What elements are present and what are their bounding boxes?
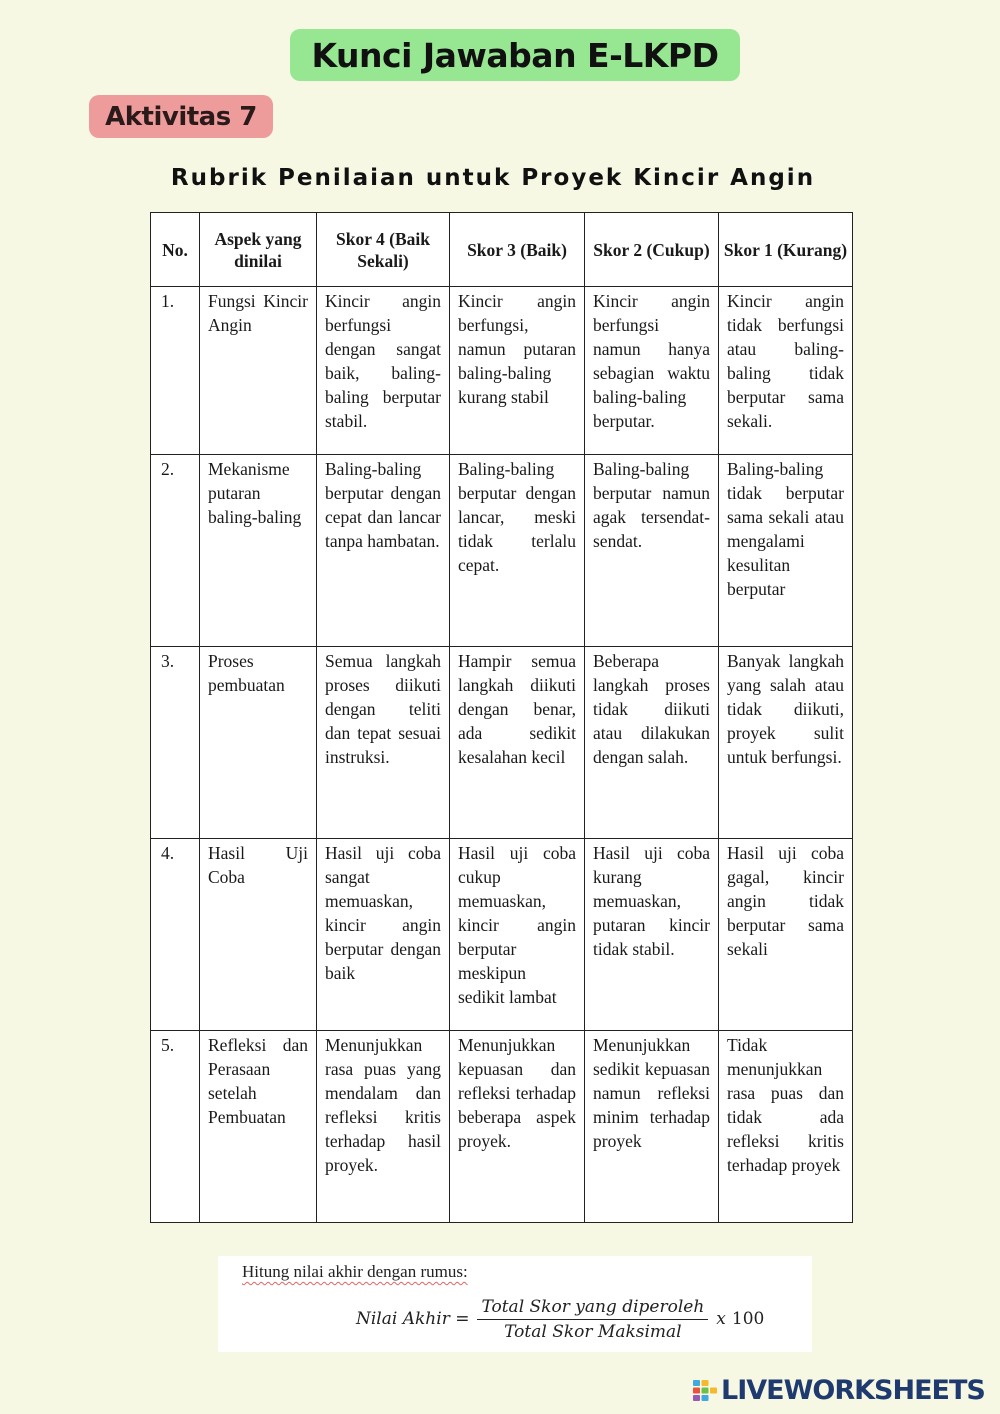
skor4-cell: Semua langkah proses diikuti dengan teliti dan tepat sesuai instruksi. [317,647,450,839]
column-header-aspect: Aspek yang dinilai [200,213,317,287]
skor1-cell: Banyak langkah yang salah atau tidak diikuti, proyek sulit untuk berfungsi. [719,647,853,839]
skor3-cell: Hampir semua langkah diikuti dengan benar, ada sedikit kesalahan kecil [450,647,585,839]
formula-denominator: Total Skor Maksimal [504,1321,682,1342]
skor3-cell: Hasil uji coba cukup memuaskan, kincir angin berputar meskipun sedikit lambat [450,839,585,1031]
formula-equation [356,1294,764,1344]
column-header-no: No. [151,213,200,287]
row-number: 4. [151,839,200,1031]
formula-fraction [477,1297,708,1342]
formula-factor: 100 [731,1309,765,1329]
column-header-skor4: Skor 4 (Baik Sekali) [317,213,450,287]
skor3-cell: Baling-baling berputar dengan lancar, meski tidak terlalu cepat. [450,455,585,647]
table-row [151,647,853,839]
page-title: Kunci Jawaban E-LKPD [290,29,740,81]
aspect-cell: Refleksi dan Perasaan setelah Pembuatan [200,1031,317,1223]
aspect-cell: Hasil Uji Coba [200,839,317,1031]
formula-numerator: Total Skor yang diperoleh [477,1297,708,1320]
table-header-row [151,213,853,287]
skor4-cell: Hasil uji coba sangat memuaskan, kincir angin berputar dengan baik [317,839,450,1031]
table-row [151,839,853,1031]
column-header-skor1: Skor 1 (Kurang) [719,213,853,287]
aspect-cell: Fungsi Kincir Angin [200,287,317,455]
formula-intro: Hitung nilai akhir dengan rumus: [242,1262,468,1281]
liveworksheets-logo-icon [692,1378,718,1402]
formula-box [218,1256,812,1352]
aspect-cell: Mekanisme putaran baling-baling [200,455,317,647]
formula-multiplier: x [716,1309,726,1329]
table-row [151,1031,853,1223]
table-row [151,287,853,455]
table-row [151,455,853,647]
skor3-cell: Kincir angin berfungsi, namun putaran baling-baling kurang stabil [450,287,585,455]
skor2-cell: Hasil uji coba kurang memuaskan, putaran kincir tidak stabil. [585,839,719,1031]
row-number: 5. [151,1031,200,1223]
row-number: 3. [151,647,200,839]
skor4-cell: Baling-baling berputar dengan cepat dan lancar tanpa hambatan. [317,455,450,647]
rubric-title: Rubrik Penilaian untuk Proyek Kincir Angin [170,165,816,191]
skor2-cell: Kincir angin berfungsi namun hanya sebagian waktu baling-baling berputar. [585,287,719,455]
skor1-cell: Tidak menunjukkan rasa puas dan tidak ada refleksi kritis terhadap proyek [719,1031,853,1223]
rubric-table-container [150,212,852,1222]
column-header-skor3: Skor 3 (Baik) [450,213,585,287]
skor1-cell: Hasil uji coba gagal, kincir angin tidak berputar sama sekali [719,839,853,1031]
column-header-skor2: Skor 2 (Cukup) [585,213,719,287]
skor4-cell: Menunjukkan rasa puas yang mendalam dan refleksi kritis terhadap hasil proyek. [317,1031,450,1223]
liveworksheets-brand[interactable] [692,1373,985,1407]
skor4-cell: Kincir angin berfungsi dengan sangat baik, baling-baling berputar stabil. [317,287,450,455]
activity-badge: Aktivitas 7 [89,95,273,138]
skor2-cell: Baling-baling berputar namun agak tersendat-sendat. [585,455,719,647]
skor2-cell: Beberapa langkah proses tidak diikuti atau dilakukan dengan salah. [585,647,719,839]
row-number: 1. [151,287,200,455]
skor3-cell: Menunjukkan kepuasan dan refleksi terhadap beberapa aspek proyek. [450,1031,585,1223]
skor1-cell: Baling-baling tidak berputar sama sekali atau mengalami kesulitan berputar [719,455,853,647]
aspect-cell: Proses pembuatan [200,647,317,839]
brand-name: LIVEWORKSHEETS [721,1374,985,1406]
formula-lhs: Nilai Akhir = [356,1309,470,1329]
row-number: 2. [151,455,200,647]
skor1-cell: Kincir angin tidak berfungsi atau baling-baling tidak berputar sama sekali. [719,287,853,455]
rubric-table [150,212,853,1223]
skor2-cell: Menunjukkan sedikit kepuasan namun refleksi minim terhadap proyek [585,1031,719,1223]
